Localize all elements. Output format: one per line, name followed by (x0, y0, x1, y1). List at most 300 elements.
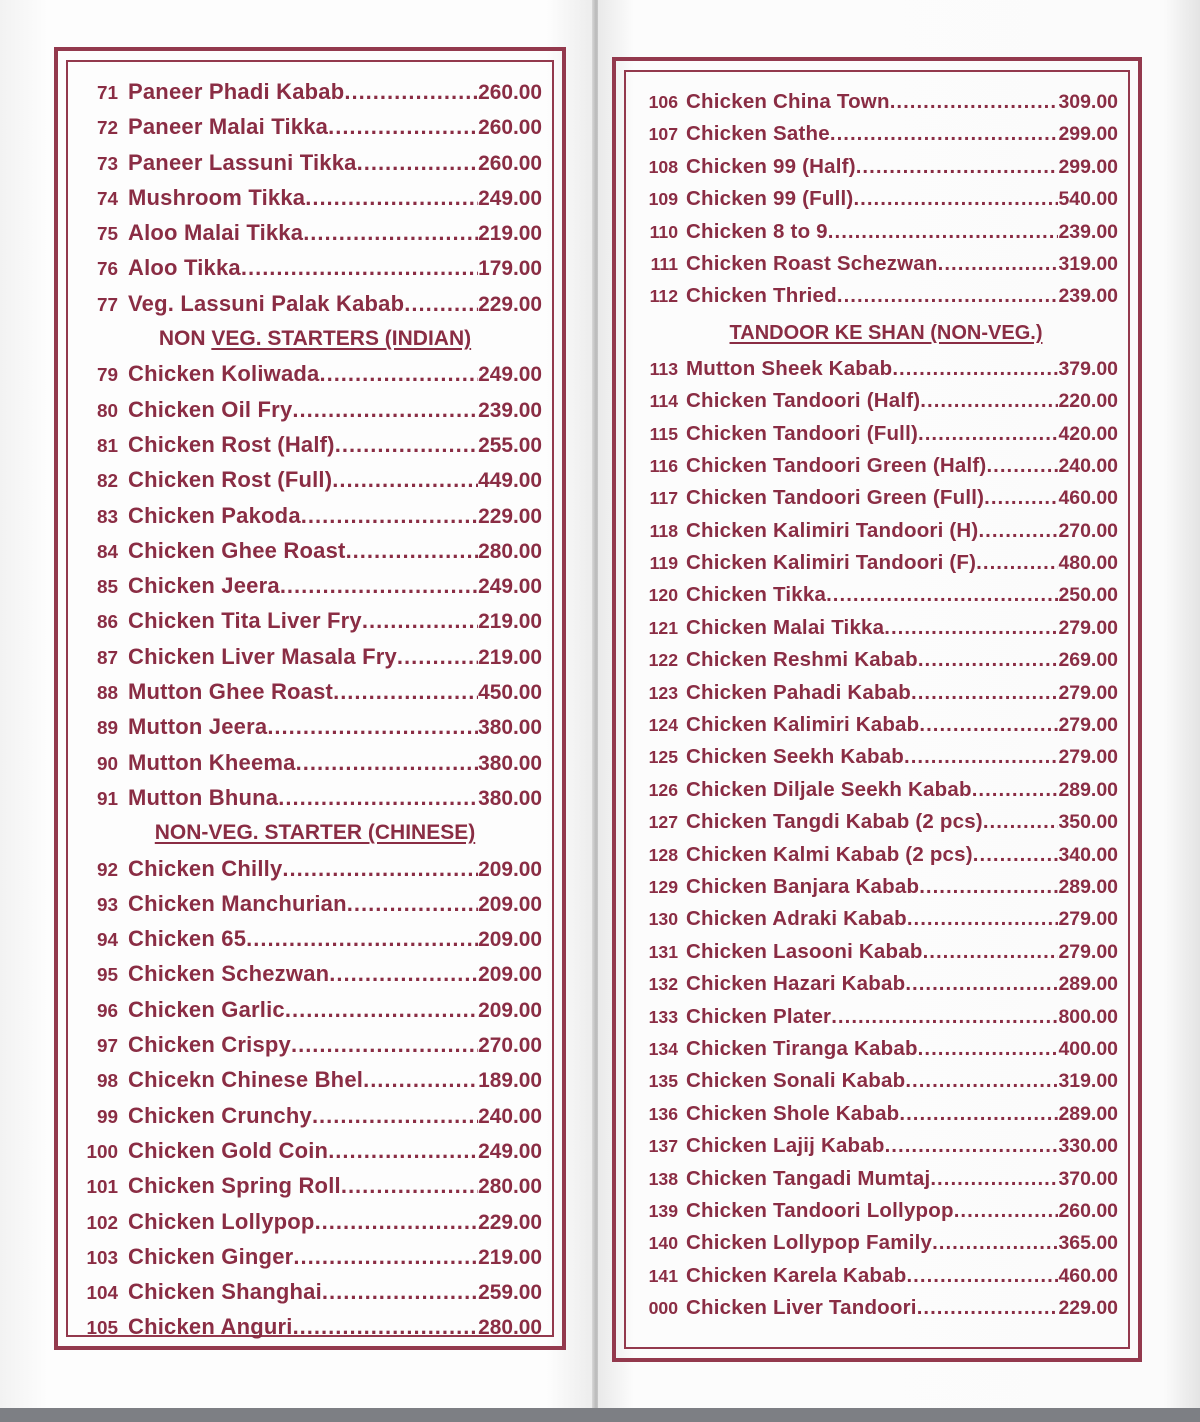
menu-item-number: 103 (86, 1247, 118, 1269)
menu-item-name: Chicken Tandoori (Full) (686, 421, 918, 445)
menu-item-row (636, 612, 1118, 644)
menu-item-number: 102 (86, 1212, 118, 1234)
menu-item-number: 98 (96, 1071, 118, 1093)
menu-item-price: 260.00 (478, 116, 542, 140)
menu-item-row (80, 286, 542, 321)
menu-item-price: 289.00 (1058, 973, 1118, 996)
menu-item-name: Paneer Phadi Kabab (128, 79, 345, 104)
menu-item-row (80, 392, 542, 427)
menu-item-number: 138 (648, 1168, 678, 1189)
menu-item-name: Chicken Liver Masala Fry (128, 643, 397, 669)
menu-item-row (636, 216, 1118, 248)
menu-item-price: 400.00 (1058, 1037, 1118, 1060)
menu-item-row (636, 547, 1118, 579)
tandoor-list (636, 353, 1118, 1325)
menu-item-number: 74 (96, 188, 118, 210)
menu-item-price: 250.00 (1058, 584, 1118, 607)
menu-item-name: Mutton Ghee Roast (128, 679, 334, 705)
menu-item-price: 319.00 (1058, 252, 1118, 275)
menu-item-name: Chicken Oil Fry (128, 396, 293, 422)
menu-item-row (636, 280, 1118, 312)
menu-item-row (636, 385, 1118, 417)
menu-item-row (80, 921, 542, 956)
menu-item-row (636, 1130, 1118, 1162)
dot-leader (930, 1163, 1058, 1195)
dot-leader (932, 1227, 1058, 1259)
menu-item-row (80, 180, 542, 215)
dot-leader (285, 992, 478, 1027)
menu-item-row (80, 145, 542, 180)
dot-leader (853, 183, 1058, 215)
menu-item-name: Mutton Kheema (128, 749, 296, 775)
menu-item-name: Mutton Jeera (128, 714, 268, 740)
menu-item-name: Chicken Liver Tandoori (686, 1296, 917, 1320)
menu-item-row (636, 936, 1118, 968)
menu-item-price: 540.00 (1058, 188, 1118, 211)
menu-item-number: 111 (650, 253, 678, 274)
dot-leader (280, 568, 478, 603)
menu-item-row (80, 1239, 542, 1274)
menu-item-name: Chicken China Town (686, 90, 890, 113)
menu-item-price: 270.00 (1058, 519, 1118, 542)
menu-item-price: 449.00 (478, 469, 542, 493)
menu-item-row (636, 903, 1118, 935)
menu-item-row (636, 151, 1118, 183)
menu-item-number: 109 (648, 189, 678, 210)
menu-item-price: 219.00 (478, 222, 542, 246)
dot-leader (984, 482, 1058, 514)
menu-item-price: 350.00 (1058, 811, 1118, 834)
menu-item-row (636, 741, 1118, 773)
menu-item-number: 110 (649, 221, 678, 242)
menu-item-number: 99 (96, 1106, 118, 1128)
menu-item-price: 279.00 (1058, 940, 1118, 963)
menu-item-number: 116 (649, 455, 678, 476)
menu-item-number: 79 (96, 365, 118, 387)
menu-item-name: Chicken Tikka (686, 583, 827, 607)
menu-item-price: 289.00 (1058, 875, 1118, 898)
dot-leader (905, 1065, 1058, 1097)
menu-item-row (80, 1204, 542, 1239)
menu-item-number: 77 (96, 294, 118, 316)
menu-item-name: Mushroom Tikka (128, 184, 306, 210)
menu-item-name: Chicken Shanghai (128, 1279, 322, 1305)
menu-item-number: 73 (96, 153, 118, 175)
menu-item-price: 420.00 (1058, 422, 1118, 445)
menu-item-name: Chicken 65 (128, 926, 247, 952)
menu-item-name: Paneer Malai Tikka (128, 114, 329, 140)
menu-item-number: 96 (96, 1000, 118, 1022)
menu-item-row (80, 603, 542, 638)
menu-item-price: 279.00 (1058, 616, 1118, 639)
menu-item-name: Chicekn Chinese Bhel (128, 1067, 364, 1093)
menu-item-price: 240.00 (478, 1104, 542, 1128)
dot-leader (919, 709, 1058, 741)
menu-item-name: Chicken Gold Coin (128, 1137, 329, 1163)
dot-leader (904, 741, 1058, 773)
menu-item-row (636, 450, 1118, 482)
dot-leader (920, 385, 1058, 417)
dot-leader (296, 745, 478, 780)
menu-item-name: Chicken Sathe (686, 122, 830, 146)
menu-item-row (636, 677, 1118, 709)
menu-item-row (636, 709, 1118, 741)
menu-item-row (636, 968, 1118, 1000)
menu-item-price: 209.00 (478, 998, 542, 1022)
menu-item-price: 255.00 (478, 433, 542, 457)
menu-item-name: Chicken Ginger (128, 1243, 294, 1269)
menu-item-name: Chicken Jeera (128, 573, 280, 599)
menu-item-name: Chicken Lollypop (128, 1208, 315, 1234)
menu-item-price: 239.00 (478, 398, 542, 422)
heading-text: VEG. STARTERS (INDIAN) (211, 327, 472, 351)
dot-leader (241, 250, 478, 285)
dot-leader (978, 515, 1058, 547)
menu-item-row (80, 109, 542, 144)
menu-item-name: Chicken Shole Kabab (686, 1101, 900, 1125)
menu-item-name: Chicken Crunchy (128, 1102, 312, 1128)
menu-item-row (80, 427, 542, 462)
menu-item-name: Chicken Sonali Kabab (686, 1069, 906, 1093)
menu-item-row (636, 418, 1118, 450)
dot-leader (911, 677, 1058, 709)
non-veg-chinese-list (80, 851, 542, 1345)
menu-item-number: 139 (648, 1200, 678, 1221)
menu-item-price: 249.00 (478, 575, 542, 599)
menu-item-price: 280.00 (478, 1175, 542, 1199)
dot-leader (404, 286, 478, 321)
menu-item-number: 135 (648, 1071, 678, 1092)
menu-item-row (80, 215, 542, 250)
menu-item-number: 119 (649, 553, 678, 574)
dot-leader (332, 462, 478, 497)
menu-item-price: 249.00 (478, 363, 542, 387)
dot-leader (293, 1309, 479, 1344)
menu-item-number: 108 (648, 156, 678, 177)
menu-item-number: 91 (96, 788, 118, 810)
menu-item-name: Chicken Karela Kabab (686, 1263, 907, 1287)
dot-leader (983, 806, 1059, 838)
menu-item-number: 87 (96, 647, 118, 669)
menu-item-price: 189.00 (478, 1069, 542, 1093)
menu-item-row (80, 498, 542, 533)
left-menu-column (80, 74, 542, 1345)
menu-item-number: 90 (96, 753, 118, 775)
menu-item-name: Chicken Pakoda (128, 502, 301, 528)
menu-item-row (80, 462, 542, 497)
menu-item-price: 249.00 (478, 1139, 542, 1163)
menu-item-name: Chicken Crispy (128, 1032, 291, 1058)
menu-item-name: Chicken Chilly (128, 855, 283, 881)
menu-item-number: 105 (86, 1318, 118, 1340)
dot-leader (972, 774, 1059, 806)
dot-leader (973, 839, 1059, 871)
menu-item-row (636, 871, 1118, 903)
dot-leader (315, 1204, 479, 1239)
menu-item-name: Chicken Kalimiri Tandoori (H) (686, 518, 979, 542)
dot-leader (291, 1027, 478, 1062)
menu-item-row (80, 780, 542, 815)
menu-item-row (636, 1065, 1118, 1097)
menu-item-row (636, 482, 1118, 514)
menu-item-row (636, 1033, 1118, 1065)
menu-item-price: 219.00 (478, 610, 542, 634)
dot-leader (341, 1168, 478, 1203)
dot-leader (344, 74, 478, 109)
menu-item-number: 106 (648, 92, 678, 112)
menu-item-row (80, 639, 542, 674)
menu-item-row (80, 1309, 542, 1344)
menu-item-number: 112 (649, 286, 678, 307)
dot-leader (828, 216, 1059, 248)
menu-item-price: 309.00 (1058, 91, 1118, 113)
table-surface (0, 1408, 1200, 1422)
veg-starters-list (80, 74, 542, 321)
menu-item-name: Chicken Rost (Half) (128, 431, 335, 457)
heading-prefix: NON (158, 327, 212, 351)
dot-leader (899, 1098, 1058, 1130)
menu-item-price: 380.00 (478, 751, 542, 775)
dot-leader (319, 356, 478, 391)
dot-leader (954, 1195, 1059, 1227)
menu-item-row (636, 1227, 1118, 1259)
dot-leader (305, 180, 478, 215)
menu-item-name: Chicken Thried (686, 284, 837, 308)
menu-item-price: 379.00 (1058, 357, 1118, 380)
menu-item-price: 259.00 (478, 1281, 542, 1305)
menu-item-row (80, 1098, 542, 1133)
menu-item-row (636, 183, 1118, 215)
menu-item-number: 134 (648, 1038, 678, 1059)
menu-item-row (80, 250, 542, 285)
dot-leader (938, 248, 1059, 280)
menu-item-row (80, 1062, 542, 1097)
menu-item-price: 209.00 (478, 892, 542, 916)
menu-item-number: 92 (96, 859, 118, 881)
dot-leader (830, 118, 1059, 150)
menu-item-number: 128 (648, 844, 678, 865)
menu-item-row (80, 851, 542, 886)
menu-item-row (80, 1133, 542, 1168)
left-menu-page (0, 0, 594, 1410)
menu-item-name: Mutton Bhuna (128, 784, 279, 810)
menu-item-number: 140 (648, 1233, 678, 1254)
menu-item-name: Chicken Garlic (128, 996, 285, 1022)
menu-item-number: 104 (86, 1283, 118, 1305)
menu-item-row (636, 839, 1118, 871)
menu-item-number: 97 (96, 1036, 118, 1058)
menu-item-price: 209.00 (478, 857, 542, 881)
menu-item-price: 229.00 (478, 292, 542, 316)
menu-item-price: 380.00 (478, 716, 542, 740)
menu-item-row (80, 74, 542, 109)
menu-item-price: 365.00 (1058, 1232, 1118, 1255)
dot-leader (890, 86, 1059, 118)
dot-leader (292, 392, 478, 427)
menu-item-price: 240.00 (1058, 454, 1118, 477)
menu-item-number: 71 (96, 83, 118, 104)
menu-item-price: 289.00 (1058, 1102, 1118, 1125)
menu-item-price: 319.00 (1058, 1070, 1118, 1093)
menu-item-row (80, 533, 542, 568)
menu-item-name: Chicken 99 (Full) (686, 187, 854, 211)
right-menu-page (598, 0, 1200, 1410)
menu-item-name: Chicken Pahadi Kabab (686, 680, 912, 704)
menu-item-price: 260.00 (1058, 1199, 1118, 1222)
menu-item-number: 82 (96, 471, 118, 493)
dot-leader (831, 1001, 1058, 1033)
chinese-continued-list (636, 86, 1118, 313)
menu-item-price: 239.00 (1058, 220, 1118, 243)
menu-item-number: 95 (96, 965, 118, 987)
menu-item-name: Chicken Rost (Full) (128, 467, 333, 493)
menu-item-price: 279.00 (1058, 681, 1118, 704)
menu-item-price: 289.00 (1058, 778, 1118, 801)
menu-item-row (80, 1274, 542, 1309)
menu-item-price: 299.00 (1058, 123, 1118, 146)
dot-leader (328, 109, 478, 144)
menu-item-price: 249.00 (478, 186, 542, 210)
non-veg-indian-list (80, 356, 542, 815)
menu-item-row (80, 745, 542, 780)
menu-item-row (80, 992, 542, 1027)
dot-leader (312, 1098, 478, 1133)
menu-item-number: 122 (648, 650, 678, 671)
menu-item-price: 179.00 (478, 257, 542, 281)
menu-item-row (636, 579, 1118, 611)
menu-item-price: 209.00 (478, 963, 542, 987)
dot-leader (923, 936, 1059, 968)
section-heading-non-veg-indian (80, 321, 542, 356)
menu-item-price: 209.00 (478, 928, 542, 952)
menu-item-price: 279.00 (1058, 746, 1118, 769)
menu-item-name: Chicken Tandoori Green (Full) (686, 486, 985, 510)
dot-leader (322, 1274, 478, 1309)
menu-item-name: Chicken Diljale Seekh Kabab (686, 777, 972, 801)
menu-item-name: Chicken Lajij Kabab (686, 1134, 885, 1158)
menu-item-row (636, 1163, 1118, 1195)
menu-item-row (636, 353, 1118, 385)
menu-item-row (80, 886, 542, 921)
menu-item-name: Paneer Lassuni Tikka (128, 149, 357, 175)
dot-leader (293, 1239, 478, 1274)
dot-leader (918, 644, 1059, 676)
menu-item-row (636, 806, 1118, 838)
menu-item-price: 330.00 (1058, 1135, 1118, 1158)
menu-item-price: 299.00 (1058, 155, 1118, 178)
menu-item-number: 125 (648, 747, 678, 768)
menu-item-name: Chicken Tandoori (Half) (686, 389, 921, 413)
menu-item-number: 94 (96, 930, 118, 952)
menu-item-number: 80 (96, 400, 118, 422)
dot-leader (246, 921, 478, 956)
menu-item-row (636, 118, 1118, 150)
menu-item-price: 239.00 (1058, 285, 1118, 308)
dot-leader (885, 1130, 1059, 1162)
menu-item-row (636, 774, 1118, 806)
menu-item-number: 115 (649, 423, 678, 444)
dot-leader (856, 151, 1059, 183)
dot-leader (986, 450, 1058, 482)
menu-item-name: Chicken Malai Tikka (686, 615, 885, 639)
menu-item-name: Chicken Kalmi Kabab (2 pcs) (686, 842, 973, 866)
menu-item-name: Chicken Anguri (128, 1314, 293, 1340)
menu-item-name: Chicken Tangdi Kabab (2 pcs) (686, 810, 983, 834)
dot-leader (329, 956, 478, 991)
menu-item-number: 114 (649, 391, 678, 412)
menu-item-name: Chicken Kalimiri Kabab (686, 713, 920, 737)
section-heading-tandoor-ke-shan (636, 313, 1118, 353)
menu-item-price: 370.00 (1058, 1167, 1118, 1190)
menu-item-number: 118 (649, 520, 678, 541)
menu-item-name: Aloo Tikka (128, 255, 241, 281)
menu-item-name: Chicken Tiranga Kabab (686, 1036, 918, 1060)
dot-leader (918, 418, 1058, 450)
menu-item-number: 127 (648, 812, 678, 833)
menu-item-price: 279.00 (1058, 714, 1118, 737)
menu-item-number: 93 (96, 894, 118, 916)
dot-leader (301, 498, 478, 533)
menu-item-number: 76 (96, 259, 118, 281)
menu-item-number: 132 (648, 974, 678, 995)
menu-item-name: Aloo Malai Tikka (128, 220, 304, 246)
menu-item-price: 280.00 (478, 1316, 542, 1340)
menu-item-price: 260.00 (478, 81, 542, 104)
menu-item-price: 279.00 (1058, 908, 1118, 931)
menu-item-price: 800.00 (1058, 1005, 1118, 1028)
menu-item-number: 000 (648, 1298, 678, 1319)
menu-item-price: 229.00 (478, 504, 542, 528)
menu-item-row (636, 248, 1118, 280)
menu-item-price: 280.00 (478, 539, 542, 563)
menu-item-name: Chicken Plater (686, 1004, 832, 1028)
dot-leader (892, 353, 1058, 385)
menu-item-row (636, 515, 1118, 547)
menu-item-name: Chicken Reshmi Kabab (686, 648, 918, 672)
menu-item-price: 380.00 (478, 786, 542, 810)
dot-leader (918, 1033, 1059, 1065)
dot-leader (907, 903, 1059, 935)
menu-item-row (636, 1260, 1118, 1292)
menu-item-name: Veg. Lassuni Palak Kabab (128, 290, 405, 316)
dot-leader (906, 1260, 1058, 1292)
menu-item-name: Chicken Banjara Kabab (686, 874, 920, 898)
menu-item-number: 120 (648, 585, 678, 606)
menu-item-name: Chicken Seekh Kabab (686, 745, 904, 769)
menu-item-number: 85 (96, 577, 118, 599)
menu-item-price: 220.00 (1058, 390, 1118, 413)
menu-item-name: Chicken Koliwada (128, 361, 320, 387)
menu-item-row (636, 1098, 1118, 1130)
menu-item-name: Chicken Hazari Kabab (686, 972, 906, 996)
menu-item-name: Chicken Schezwan (128, 961, 330, 987)
menu-item-name: Mutton Sheek Kabab (686, 356, 893, 380)
menu-item-number: 88 (96, 683, 118, 705)
menu-item-number: 75 (96, 224, 118, 246)
dot-leader (826, 579, 1058, 611)
heading-text: NON-VEG. STARTER (CHINESE) (154, 821, 476, 845)
menu-item-name: Chicken Adraki Kabab (686, 907, 907, 931)
menu-item-number: 100 (86, 1141, 118, 1163)
menu-item-number: 101 (86, 1177, 118, 1199)
menu-item-row (80, 1168, 542, 1203)
menu-item-number: 121 (648, 617, 678, 638)
dot-leader (333, 674, 478, 709)
menu-item-number: 124 (648, 715, 678, 736)
menu-item-name: Chicken Ghee Roast (128, 537, 346, 563)
menu-item-price: 270.00 (478, 1034, 542, 1058)
menu-item-row (80, 709, 542, 744)
